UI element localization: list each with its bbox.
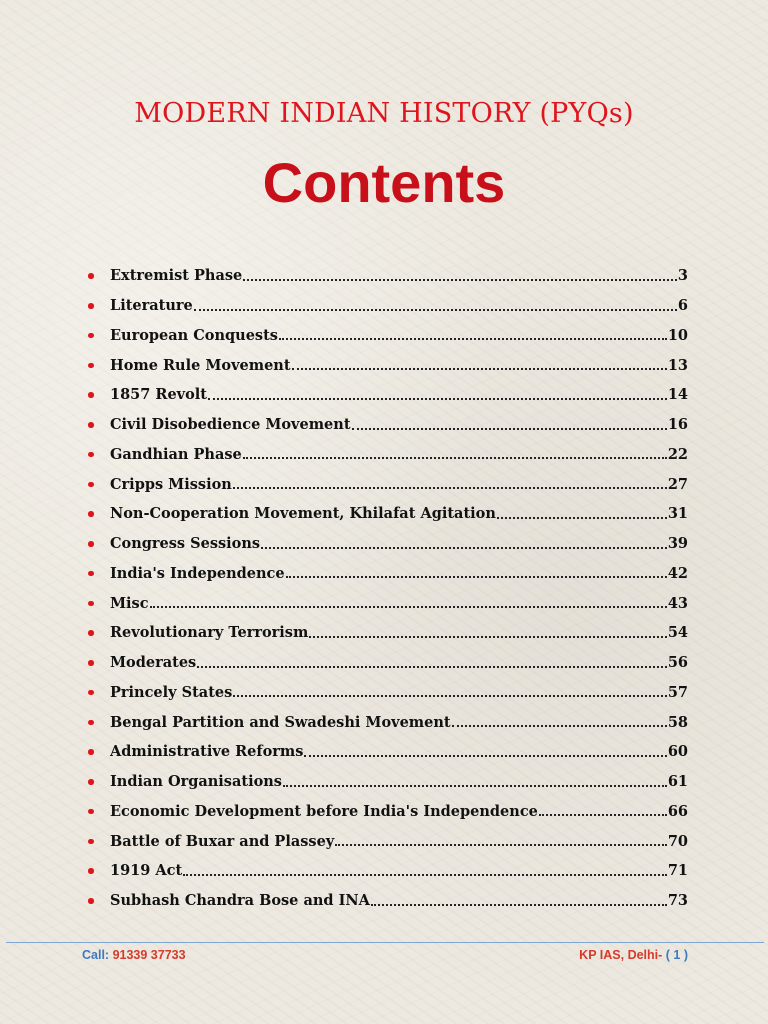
footer-page-number: ( 1 ) xyxy=(665,948,688,962)
bullet-icon xyxy=(88,511,94,517)
bullet-icon xyxy=(88,898,94,904)
toc-entry-page: 71 xyxy=(667,862,688,880)
toc-entry-page: 6 xyxy=(677,297,688,314)
toc-entry xyxy=(84,466,688,496)
dot-leader xyxy=(304,755,666,757)
footer-branding xyxy=(579,948,688,962)
toc-entry xyxy=(84,794,688,824)
toc-entry-label: Princely States xyxy=(110,683,233,701)
toc-entry-page: 39 xyxy=(667,535,688,552)
toc-entry-label: Non-Cooperation Movement, Khilafat Agitation xyxy=(110,505,496,523)
toc-entry xyxy=(84,347,688,377)
page-title: Contents xyxy=(262,151,506,214)
toc-entry xyxy=(84,853,688,883)
dot-leader xyxy=(352,428,667,430)
toc-entry xyxy=(84,526,688,556)
dot-leader xyxy=(208,398,667,400)
toc-entry xyxy=(84,764,688,794)
toc-entry-label: India's Independence xyxy=(110,564,285,582)
toc-entry-label: Administrative Reforms xyxy=(110,743,304,761)
bullet-icon xyxy=(88,660,94,666)
dot-leader xyxy=(233,695,667,697)
toc-entry-label: Battle of Buxar and Plassey xyxy=(110,832,335,850)
toc-entry-page: 66 xyxy=(667,802,688,820)
toc-entry-page: 70 xyxy=(667,832,688,850)
toc-entry-page: 57 xyxy=(667,683,688,701)
toc-entry-page: 73 xyxy=(667,892,688,909)
document-subtitle: MODERN INDIAN HISTORY (PYQs) xyxy=(134,98,634,129)
dot-leader xyxy=(497,517,667,519)
dot-leader xyxy=(233,487,667,489)
toc-entry-label: Cripps Mission xyxy=(110,475,232,493)
toc-entry-page: 54 xyxy=(667,624,688,642)
table-of-contents xyxy=(84,258,688,913)
bullet-icon xyxy=(88,630,94,636)
toc-entry xyxy=(84,496,688,526)
dot-leader xyxy=(309,636,667,638)
bullet-icon xyxy=(88,482,94,488)
toc-entry-label: Misc xyxy=(110,594,149,612)
toc-entry xyxy=(84,585,688,615)
bullet-icon xyxy=(88,452,94,458)
toc-entry xyxy=(84,258,688,288)
toc-entry-page: 31 xyxy=(667,505,688,523)
toc-entry-page: 42 xyxy=(667,564,688,582)
toc-entry xyxy=(84,288,688,318)
toc-entry-label: Indian Organisations xyxy=(110,773,282,790)
bullet-icon xyxy=(88,303,94,309)
bullet-icon xyxy=(88,333,94,339)
bullet-icon xyxy=(88,392,94,398)
toc-entry xyxy=(84,823,688,853)
toc-entry-label: Extremist Phase xyxy=(110,267,243,285)
footer-phone: 91339 37733 xyxy=(112,948,186,962)
toc-entry xyxy=(84,318,688,348)
toc-entry-label: Moderates xyxy=(110,654,197,671)
toc-entry xyxy=(84,377,688,407)
toc-entry-label: European Conquests xyxy=(110,326,278,344)
dot-leader xyxy=(286,576,667,578)
toc-entry xyxy=(84,407,688,437)
toc-entry-page: 3 xyxy=(677,267,688,285)
dot-leader xyxy=(371,904,667,906)
toc-entry-page: 22 xyxy=(667,445,688,463)
footer-call-label: Call: xyxy=(82,948,113,962)
toc-entry-label: Economic Development before India's Independence xyxy=(110,802,538,820)
toc-entry-label: Gandhian Phase xyxy=(110,445,242,463)
dot-leader xyxy=(539,814,667,816)
dot-leader xyxy=(261,547,667,549)
bullet-icon xyxy=(88,779,94,785)
dot-leader xyxy=(183,874,667,876)
toc-entry-label: Literature xyxy=(110,297,193,314)
toc-entry-label: Home Rule Movement xyxy=(110,356,291,374)
bullet-icon xyxy=(88,720,94,726)
dot-leader xyxy=(194,309,677,311)
toc-entry-page: 10 xyxy=(667,326,688,344)
dot-leader xyxy=(197,666,667,668)
toc-entry xyxy=(84,675,688,705)
toc-entry-page: 60 xyxy=(667,743,688,761)
toc-entry-label: Bengal Partition and Swadeshi Movement xyxy=(110,713,451,731)
bullet-icon xyxy=(88,571,94,577)
dot-leader xyxy=(283,785,667,787)
toc-entry-page: 13 xyxy=(667,356,688,374)
dot-leader xyxy=(243,279,677,281)
footer-brand: KP IAS, Delhi- xyxy=(579,948,666,962)
bullet-icon xyxy=(88,809,94,815)
bullet-icon xyxy=(88,749,94,755)
toc-entry-page: 61 xyxy=(667,773,688,790)
toc-entry-page: 56 xyxy=(667,654,688,671)
toc-entry-label: 1857 Revolt xyxy=(110,386,207,404)
dot-leader xyxy=(292,368,667,370)
toc-entry-page: 27 xyxy=(667,475,688,493)
toc-entry xyxy=(84,437,688,467)
dot-leader xyxy=(452,725,667,727)
toc-entry-label: 1919 Act xyxy=(110,862,183,880)
toc-entry-page: 14 xyxy=(667,386,688,404)
dot-leader xyxy=(243,457,667,459)
bullet-icon xyxy=(88,690,94,696)
dot-leader xyxy=(335,844,667,846)
toc-entry-label: Civil Disobedience Movement xyxy=(110,416,351,433)
toc-entry xyxy=(84,734,688,764)
toc-entry-label: Subhash Chandra Bose and INA xyxy=(110,892,370,909)
bullet-icon xyxy=(88,839,94,845)
toc-entry-page: 58 xyxy=(667,713,688,731)
toc-entry xyxy=(84,883,688,913)
toc-entry-label: Revolutionary Terrorism xyxy=(110,624,309,642)
bullet-icon xyxy=(88,363,94,369)
dot-leader xyxy=(150,606,667,608)
toc-entry-label: Congress Sessions xyxy=(110,535,261,552)
footer-contact xyxy=(82,948,186,962)
footer-divider xyxy=(6,942,764,943)
dot-leader xyxy=(279,338,667,340)
toc-entry-page: 43 xyxy=(667,594,688,612)
toc-entry xyxy=(84,556,688,586)
toc-entry xyxy=(84,615,688,645)
toc-entry xyxy=(84,704,688,734)
toc-entry xyxy=(84,645,688,675)
bullet-icon xyxy=(88,601,94,607)
bullet-icon xyxy=(88,541,94,547)
bullet-icon xyxy=(88,868,94,874)
bullet-icon xyxy=(88,422,94,428)
bullet-icon xyxy=(88,273,94,279)
toc-entry-page: 16 xyxy=(667,416,688,433)
